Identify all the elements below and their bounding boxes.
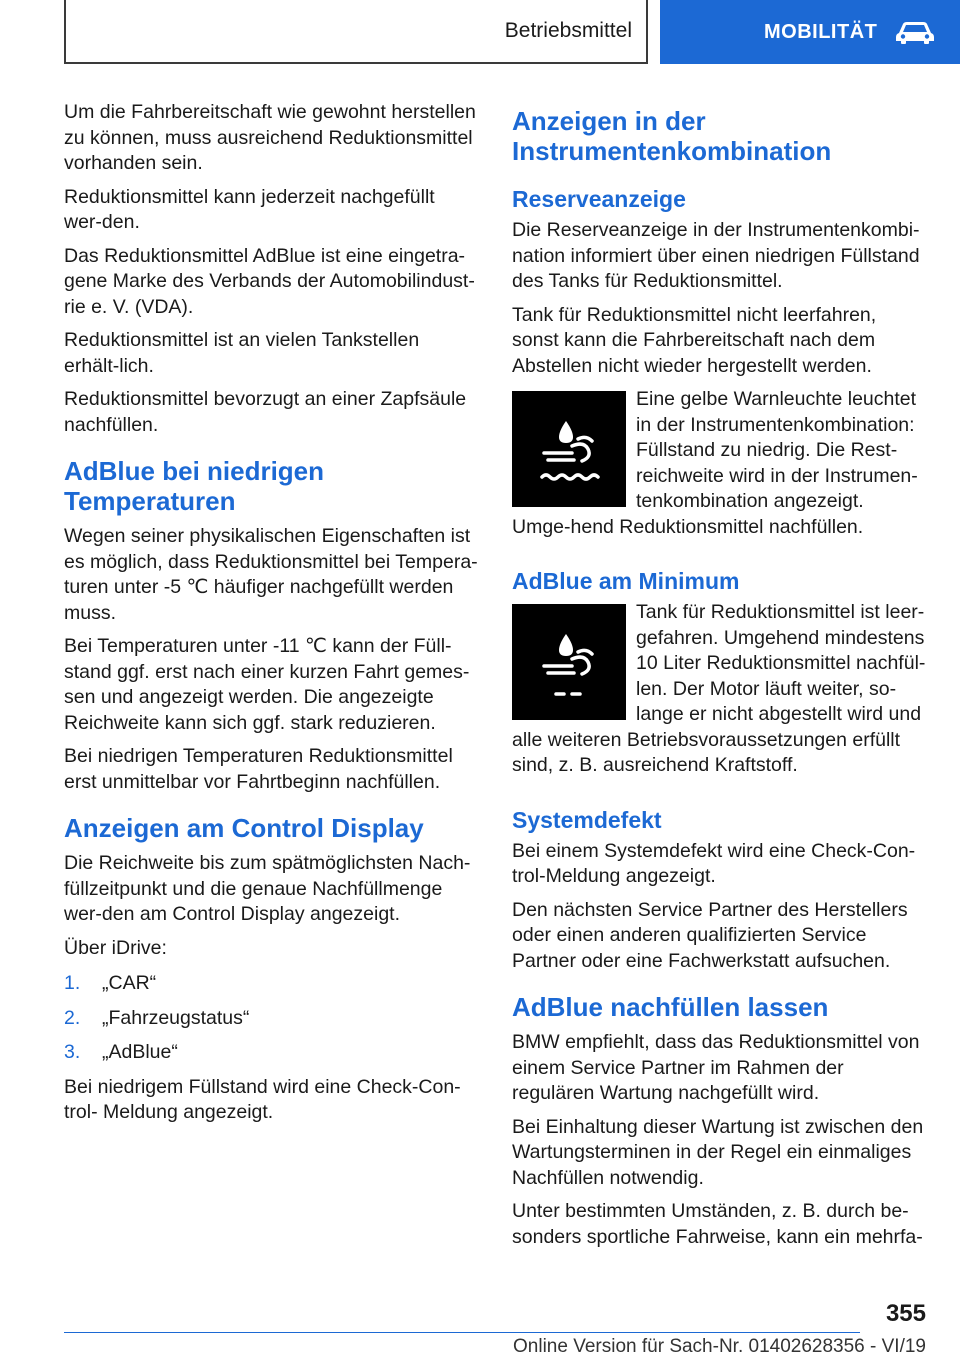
step-number: 2. [64,1006,81,1029]
paragraph: BMW empfiehlt, dass das Reduktionsmittel von einem Service Partner im Rahmen der regulären Wartung nachgefüllt wird. [512,1031,920,1104]
heading-minimum: AdBlue am Minimum [512,568,740,594]
header-chapter-tab[interactable] [660,0,960,64]
paragraph: Das Reduktionsmittel AdBlue ist eine eingetra-gene Marke des Verbands der Automobilindust-rie e. V. (VDA). [64,244,475,318]
paragraph: Bei Temperaturen unter -11 ℃ kann der Füll-stand ggf. erst nach einer kurzen Fahrt gemes-sen und angezeigt werden. Die angezeigte Reichweite kann sich ggf. stark reduzieren. [64,635,470,734]
car-icon [893,19,937,45]
step-number: 1. [64,972,81,994]
paragraph: Über iDrive: [64,936,167,959]
paragraph: Den nächsten Service Partner des Herstellers oder einen anderen qualifizierten Service Partner oder eine Fachwerkstatt aufsuchen. [512,898,908,972]
paragraph: Bei niedrigen Temperaturen Reduktionsmittel erst unmittelbar vor Fahrtbeginn nachfüllen. [64,745,453,793]
paragraph: Bei einem Systemdefekt wird eine Check-Con-trol-Meldung angezeigt. [512,839,916,887]
paragraph: Bei Einhaltung dieser Wartung ist zwischen den Wartungsterminen in der Regel ein einmaliges Nachfüllen notwendig. [512,1115,924,1189]
page-number: 355 [885,1300,926,1327]
paragraph: Wegen seiner physikalischen Eigenschaften ist es möglich, dass Reduktionsmittel bei Tempera-turen unter -5 ℃ häufiger nachgefüllt werden muss. [64,525,478,624]
footer-online-version: Online Version für Sach-Nr. 01402628356 - VI/19 [513,1336,926,1357]
paragraph: Um die Fahrbereitschaft wie gewohnt herstellen zu können, muss ausreichend Reduktionsmittel vorhanden sein. [64,101,476,174]
right-column [512,100,926,1258]
list-item [64,971,478,997]
paragraph: Tank für Reduktionsmittel ist leer-gefahren. Umgehend mindestens 10 Liter Reduktionsmittel nachfül-len. Der Motor läuft weiter, so-lange er nicht abgestellt wird und alle weiteren Betriebsvoraussetzungen erfüllt sind, z. B. ausreichend Kraftstoff. [512,601,926,776]
paragraph: Die Reserveanzeige in der Instrumentenkombi-nation informiert über einen niedrigen Füllstand des Tanks für Reduktionsmittel. [512,219,920,292]
left-column [64,100,478,1134]
adblue-minimum-warning-icon [512,604,626,720]
list-item [64,1040,478,1066]
heading-control-display: Anzeigen am Control Display [64,813,424,843]
adblue-reserve-warning-icon [512,391,626,507]
header-chapter-title: MOBILITÄT [764,20,878,43]
idrive-steps-list [64,971,478,1066]
step-number: 3. [64,1041,81,1063]
paragraph: Reduktionsmittel bevorzugt an einer Zapfsäule nachfüllen. [64,388,467,436]
heading-instrument-cluster: Anzeigen in der Instrumentenkombination [512,106,832,166]
step-text: „CAR“ [102,972,157,994]
paragraph: Unter bestimmten Umständen, z. B. durch be-sonders sportliche Fahrweise, kann ein mehrfa- [512,1200,923,1248]
paragraph: Tank für Reduktionsmittel nicht leerfahren, sonst kann die Fahrbereitschaft nach dem Abstellen nicht wieder hergestellt werden. [512,303,877,377]
paragraph: Reduktionsmittel kann jederzeit nachgefüllt wer-den. [64,185,435,233]
paragraph: Eine gelbe Warnleuchte leuchtet in der Instrumentenkombination: Füllstand zu niedrig. Die Rest-reichweite wird in der Instrumen-tenkombination angezeigt. Umge-hend Reduktionsmittel nachfüllen. [512,388,918,538]
heading-system-defect: Systemdefekt [512,806,662,833]
step-text: „Fahrzeugstatus“ [102,1006,250,1029]
heading-refill: AdBlue nachfüllen lassen [512,992,829,1022]
paragraph: Bei niedrigem Füllstand wird eine Check-Con-trol- Meldung angezeigt. [64,1075,461,1123]
paragraph: Reduktionsmittel ist an vielen Tankstellen erhält-lich. [64,329,420,377]
step-text: „AdBlue“ [102,1041,178,1063]
header-section-box [64,0,648,64]
heading-low-temperature: AdBlue bei niedrigen Temperaturen [64,456,325,516]
footer-divider [64,1332,860,1333]
paragraph: Die Reichweite bis zum spätmöglichsten Nach-füllzeitpunkt und die genaue Nachfüllmenge wer-den am Control Display angezeigt. [64,852,471,925]
list-item [64,1006,478,1032]
heading-reserve: Reserveanzeige [512,186,686,212]
header-section-title: Betriebsmittel [504,19,632,42]
